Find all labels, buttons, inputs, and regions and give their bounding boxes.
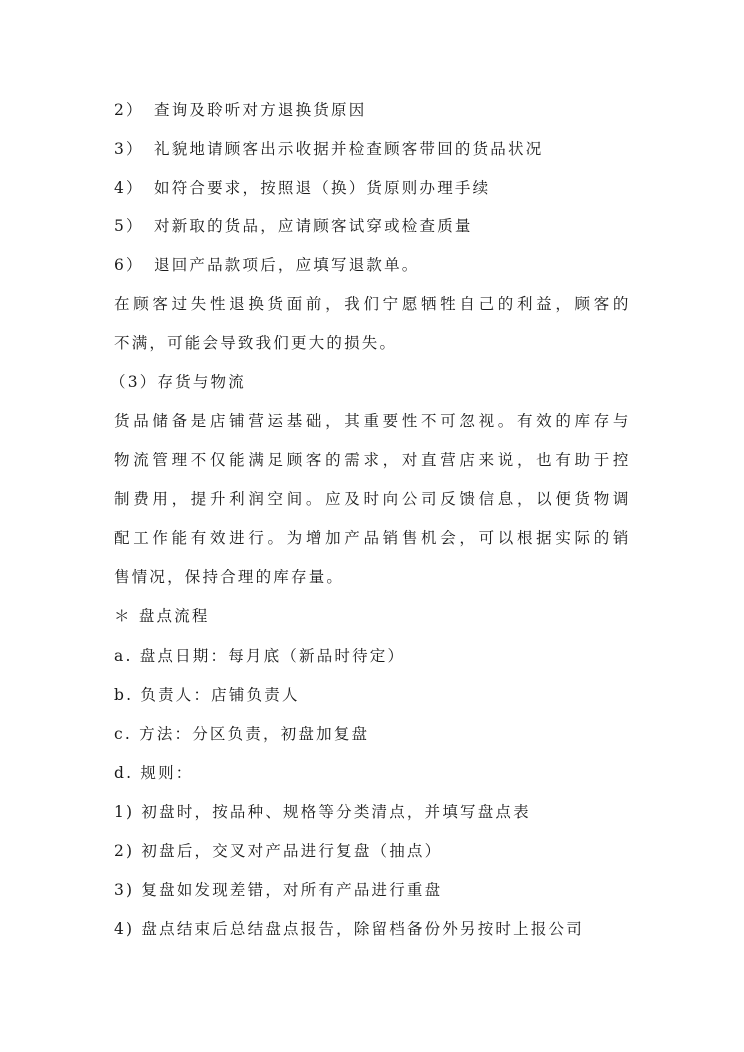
list-item: 3） 礼貌地请顾客出示收据并检查顾客带回的货品状况 — [114, 140, 544, 158]
rule-item: 1) 初盘时，按品种、规格等分类清点，并填写盘点表 — [114, 803, 531, 821]
paragraph-line: 制费用，提升利润空间。应及时向公司反馈信息，以便货物调 — [114, 490, 630, 508]
section-title: （3）存货与物流 — [110, 373, 246, 391]
list-item: b. 负责人：店铺负责人 — [114, 686, 300, 704]
paragraph-line: 物流管理不仅能满足顾客的需求，对直营店来说，也有助于控 — [114, 451, 630, 469]
list-item: a. 盘点日期：每月底（新品时待定） — [114, 647, 406, 665]
paragraph-line: 货品储备是店铺营运基础，其重要性不可忽视。有效的库存与 — [114, 412, 630, 430]
list-item: 4） 如符合要求，按照退（换）货原则办理手续 — [114, 179, 491, 197]
list-item: 6） 退回产品款项后，应填写退款单。 — [114, 256, 420, 274]
paragraph-line: 配工作能有效进行。为增加产品销售机会，可以根据实际的销 — [114, 529, 630, 547]
subsection-title: ＊ 盘点流程 — [114, 607, 210, 625]
paragraph-line: 不满，可能会导致我们更大的损失。 — [114, 334, 398, 352]
rule-item: 2) 初盘后，交叉对产品进行复盘（抽点） — [114, 842, 443, 860]
paragraph-line: 在顾客过失性退换货面前，我们宁愿牺牲自己的利益，顾客的 — [114, 295, 630, 313]
list-item: 5） 对新取的货品，应请顾客试穿或检查质量 — [114, 217, 473, 235]
list-item: c. 方法：分区负责，初盘加复盘 — [114, 725, 370, 743]
rule-item: 4) 盘点结束后总结盘点报告，除留档备份外另按时上报公司 — [114, 920, 584, 938]
paragraph-line: 售情况，保持合理的库存量。 — [114, 568, 345, 586]
rule-item: 3) 复盘如发现差错，对所有产品进行重盘 — [114, 881, 443, 899]
list-item: 2） 查询及聆听对方退换货原因 — [114, 101, 367, 119]
list-item: d. 规则： — [114, 764, 194, 782]
